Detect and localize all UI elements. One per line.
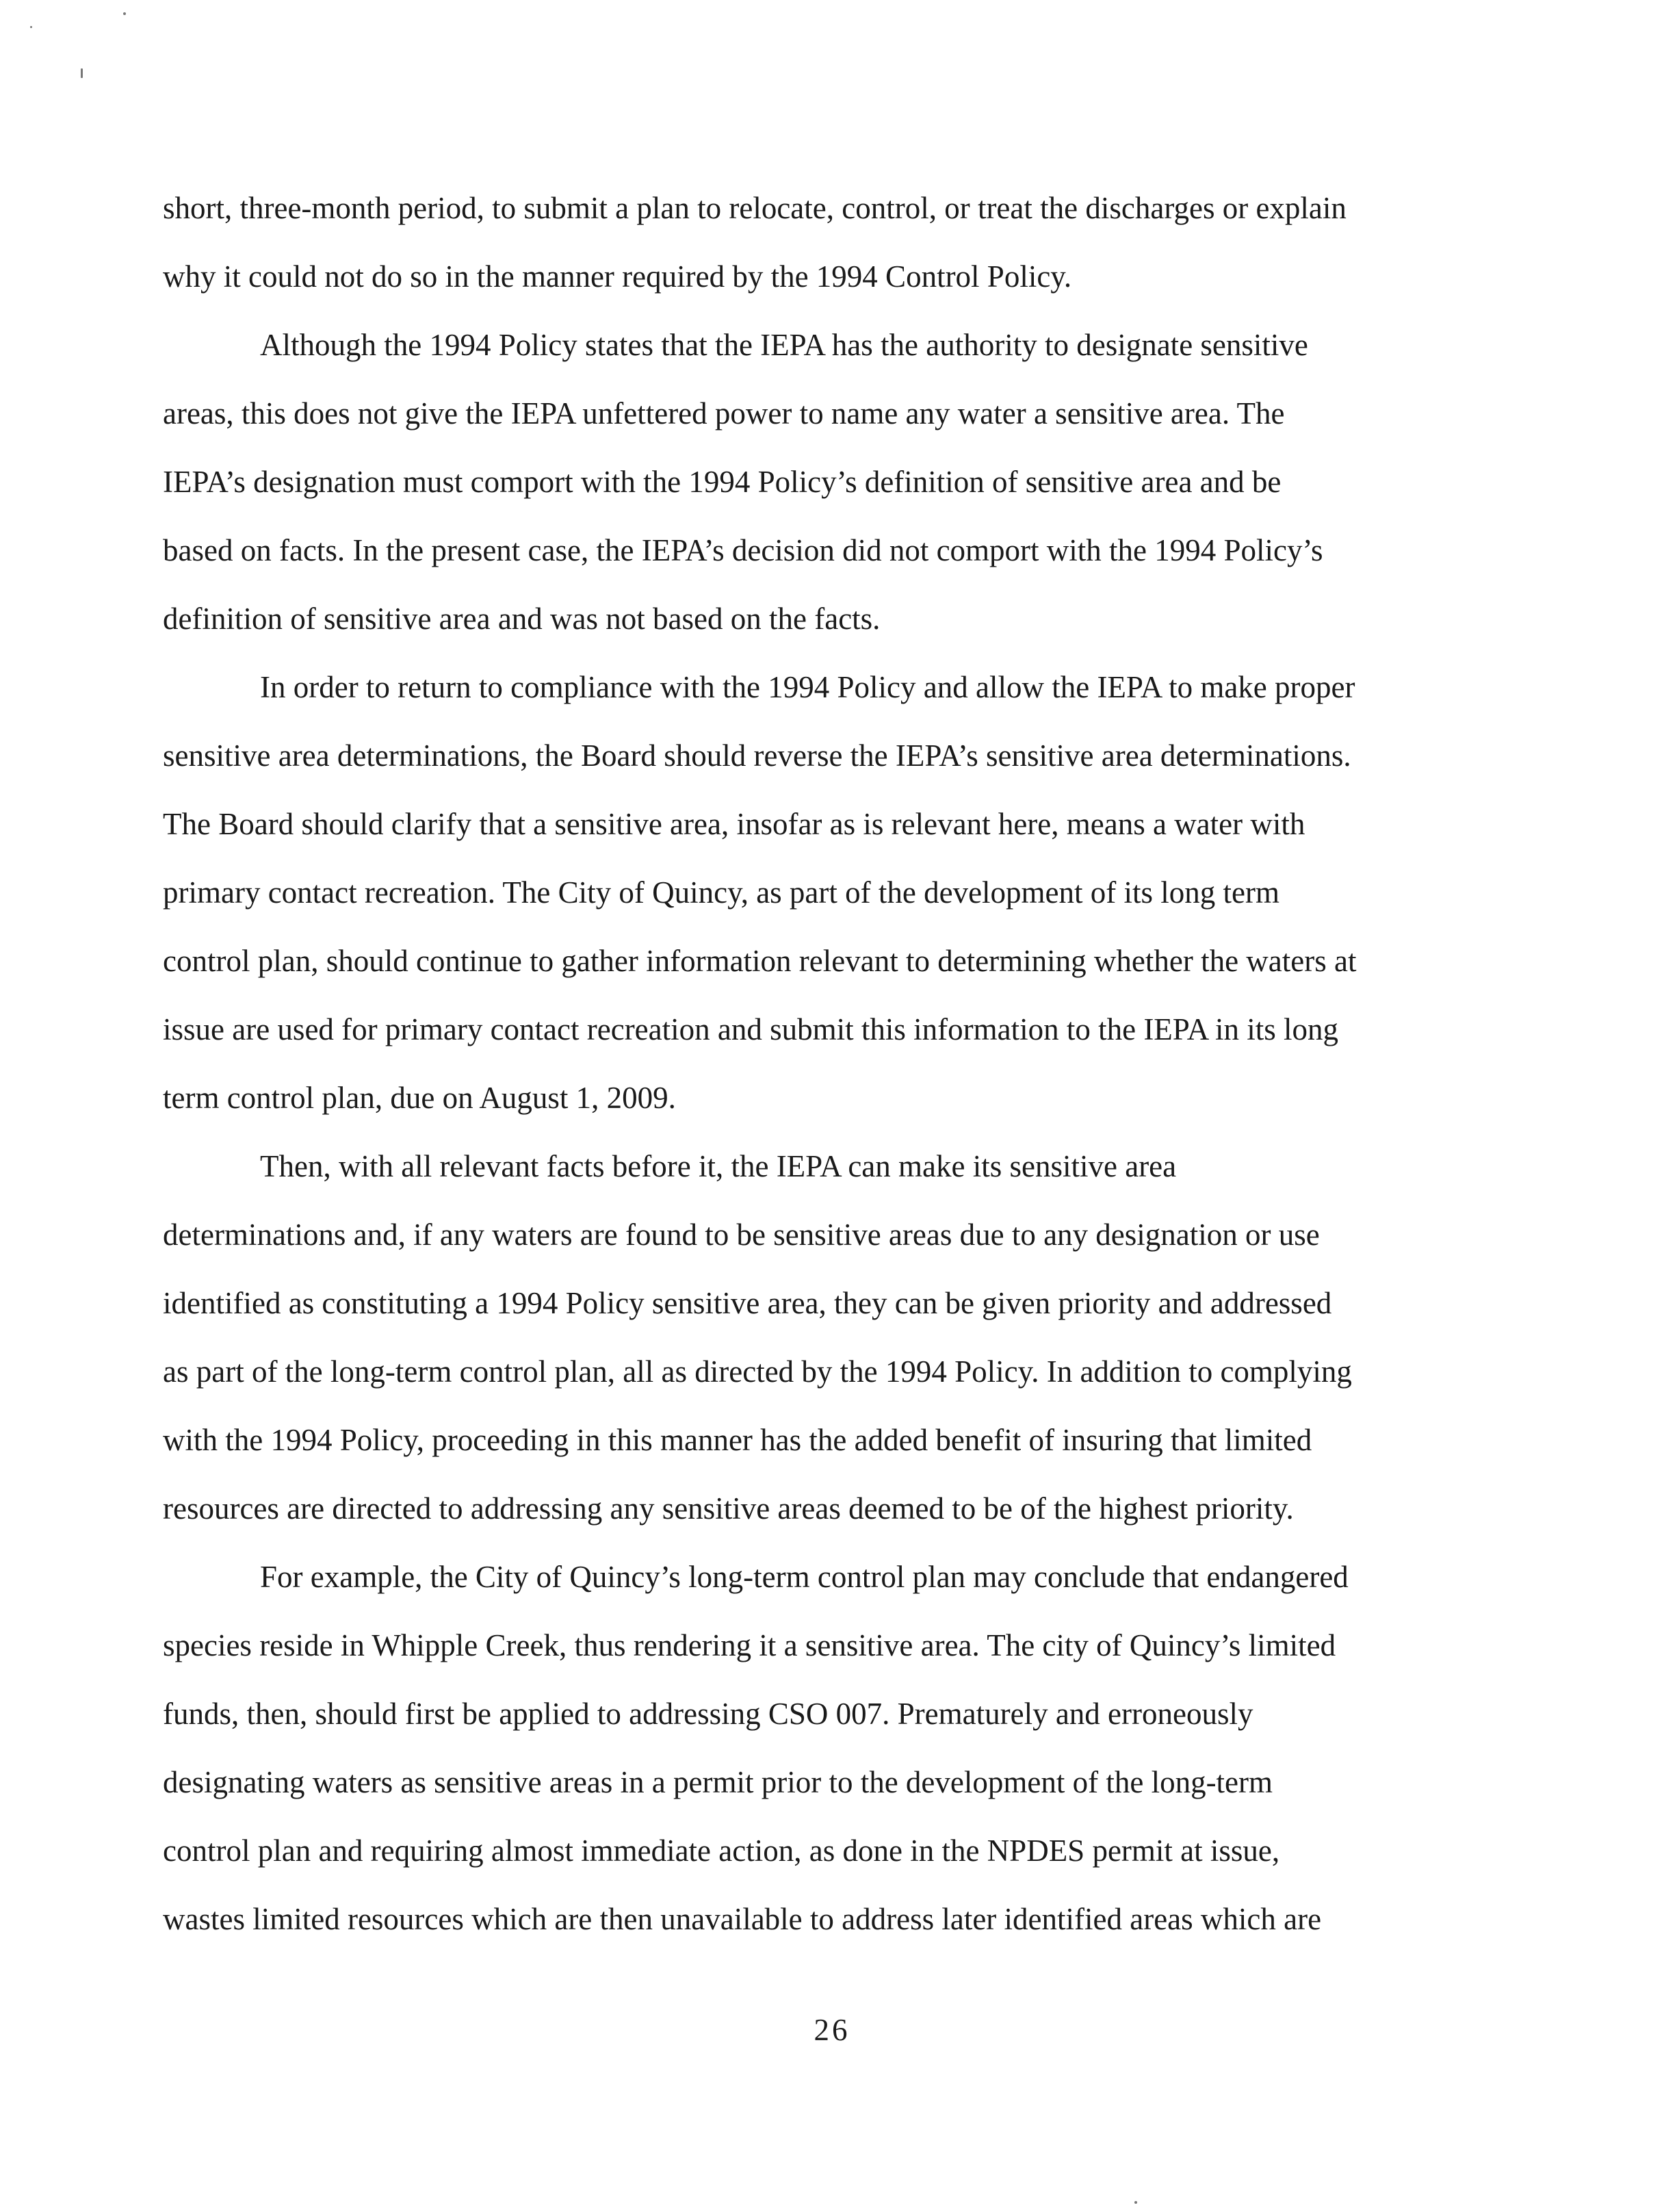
text-line: Although the 1994 Policy states that the IEPA has the authority to designate sensitive (260, 328, 1308, 362)
text-line: term control plan, due on August 1, 2009. (163, 1081, 676, 1115)
text-line: The Board should clarify that a sensitive area, insofar as is relevant here, means a water with (163, 807, 1305, 841)
text-line: Then, with all relevant facts before it, the IEPA can make its sensitive area (260, 1149, 1177, 1183)
text-line: determinations and, if any waters are found to be sensitive areas due to any designation or use (163, 1218, 1320, 1252)
text-line: areas, this does not give the IEPA unfettered power to name any water a sensitive area. The (163, 396, 1285, 430)
text-line: why it could not do so in the manner required by the 1994 Control Policy. (163, 259, 1072, 294)
text-line: funds, then, should first be applied to addressing CSO 007. Prematurely and erroneously (163, 1697, 1253, 1731)
text-line: short, three-month period, to submit a plan to relocate, control, or treat the discharges or explain (163, 191, 1347, 225)
text-line: identified as constituting a 1994 Policy sensitive area, they can be given priority and addressed (163, 1286, 1332, 1320)
scan-speck (1134, 2201, 1137, 2204)
text-line: designating waters as sensitive areas in a permit prior to the development of the long-term (163, 1765, 1273, 1799)
scan-speck (81, 68, 83, 78)
text-line: based on facts. In the present case, the IEPA’s decision did not comport with the 1994 Policy’s (163, 533, 1323, 567)
text-line: species reside in Whipple Creek, thus rendering it a sensitive area. The city of Quincy’s limited (163, 1628, 1336, 1662)
text-line: IEPA’s designation must comport with the 1994 Policy’s definition of sensitive area and be (163, 465, 1282, 499)
text-line: control plan, should continue to gather information relevant to determining whether the waters at (163, 944, 1357, 978)
text-line: as part of the long-term control plan, all as directed by the 1994 Policy. In addition to complying (163, 1354, 1352, 1389)
text-line: definition of sensitive area and was not based on the facts. (163, 602, 881, 636)
text-line: For example, the City of Quincy’s long-term control plan may conclude that endangered (260, 1560, 1349, 1594)
text-line: sensitive area determinations, the Board should reverse the IEPA’s sensitive area determinations. (163, 738, 1351, 773)
scan-speck (123, 12, 126, 15)
text-line: primary contact recreation. The City of Quincy, as part of the development of its long term (163, 875, 1279, 910)
text-line: resources are directed to addressing any sensitive areas deemed to be of the highest priority. (163, 1491, 1294, 1526)
text-line: with the 1994 Policy, proceeding in this manner has the added benefit of insuring that limited (163, 1423, 1312, 1457)
page-number: 26 (814, 2013, 850, 2047)
text-line: control plan and requiring almost immediate action, as done in the NPDES permit at issue, (163, 1834, 1280, 1868)
text-line: wastes limited resources which are then unavailable to address later identified areas which are (163, 1902, 1322, 1936)
text-line: issue are used for primary contact recreation and submit this information to the IEPA in its long (163, 1012, 1338, 1046)
text-line: In order to return to compliance with the 1994 Policy and allow the IEPA to make proper (260, 670, 1355, 704)
scan-speck (30, 26, 32, 28)
